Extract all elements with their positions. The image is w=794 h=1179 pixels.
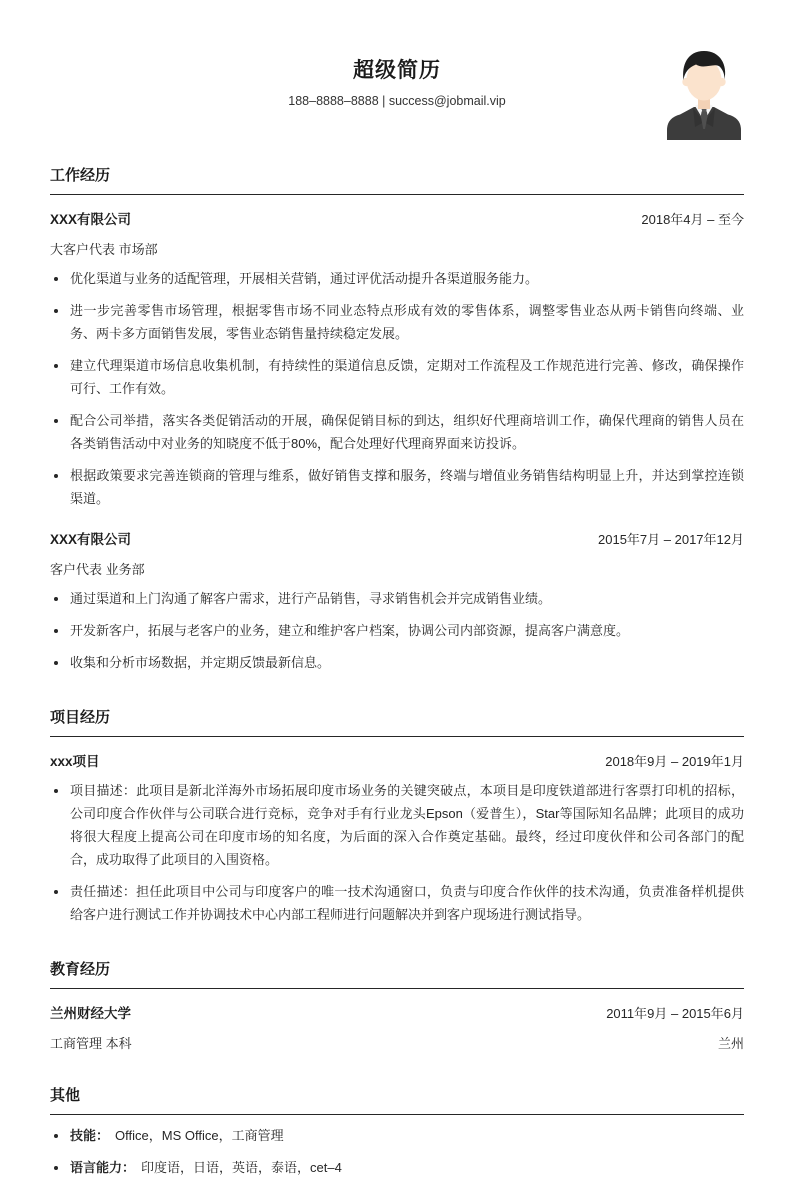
section-project [50, 706, 744, 926]
bullet-item: 配合公司举措，落实各类促销活动的开展，确保促销目标的到达，组织好代理商培训工作，确保代理商的销售人员在各类销售活动中对业务的知晓度不低于80%，配合处理好代理商界面来访投诉。 [50, 409, 744, 455]
section-other [50, 1084, 744, 1179]
male-portrait-avatar-icon [663, 46, 745, 140]
section-title-project: 项目经历 [50, 706, 744, 737]
section-title-work: 工作经历 [50, 164, 744, 195]
work-entry-1 [50, 208, 744, 510]
project-entry-1 [50, 750, 744, 926]
project-entry-1-bullets [50, 779, 744, 926]
bullet-item: 根据政策要求完善连锁商的管理与维系，做好销售支撑和服务，终端与增值业务销售结构明显上升，并达到掌控连锁渠道。 [50, 464, 744, 510]
bullet-item: 项目描述：此项目是新北洋海外市场拓展印度市场业务的关键突破点，本项目是印度铁道部进行客票打印机的招标，公司印度合作伙伴与公司联合进行竞标，竞争对手有行业龙头Epson（爱普生），Star等国际知名品牌；此项目的成功将很大程度上提高公司在印度市场的知名度，为后面的深入合作奠定基础。最终，经过印度伙伴和公司各部门的配合，成功取得了此项目的入围资格。 [50, 779, 744, 871]
resume-header [50, 54, 744, 108]
other-item-label: 语言能力： [70, 1160, 136, 1175]
bullet-item: 责任描述：担任此项目中公司与印度客户的唯一技术沟通窗口，负责与印度合作伙伴的技术沟通，负责准备样机提供给客户进行测试工作并协调技术中心内部工程师进行问题解决并到客户现场进行测试指导。 [50, 880, 744, 926]
other-item-label: 技能： [70, 1128, 110, 1143]
date-range: 2015年7月 – 2017年12月 [598, 532, 744, 547]
education-entry-1 [50, 1002, 744, 1052]
work-entry-2-header [50, 528, 744, 548]
project-name: xxx项目 [50, 754, 100, 769]
bullet-item: 开发新客户，拓展与老客户的业务，建立和维护客户档案，协调公司内部资源，提高客户满意度。 [50, 619, 744, 642]
bullet-item: 建立代理渠道市场信息收集机制，有持续性的渠道信息反馈，定期对工作流程及工作规范进行完善、修改，确保操作可行、工作有效。 [50, 354, 744, 400]
contact-info: 188–8888–8888 | success@jobmail.vip [288, 94, 506, 108]
work-entry-2 [50, 528, 744, 674]
company-name: XXX有限公司 [50, 212, 132, 227]
section-title-education: 教育经历 [50, 958, 744, 989]
position-text: 客户代表 业务部 [50, 562, 145, 577]
date-range: 2018年4月 – 至今 [641, 212, 744, 227]
resume-title: 超级简历 [353, 59, 441, 82]
school-name: 兰州财经大学 [50, 1006, 131, 1021]
position-title [50, 239, 744, 258]
section-work [50, 164, 744, 674]
company-name: XXX有限公司 [50, 532, 132, 547]
work-entry-1-header [50, 208, 744, 228]
other-item-skills [50, 1124, 744, 1147]
other-item-value: Office，MS Office，工商管理 [115, 1128, 284, 1143]
work-entry-1-bullets [50, 267, 744, 510]
bullet-item: 收集和分析市场数据，并定期反馈最新信息。 [50, 651, 744, 674]
project-entry-1-header [50, 750, 744, 770]
avatar [663, 46, 745, 140]
major-degree: 工商管理 本科 [50, 1036, 132, 1051]
education-entry-1-detail [50, 1033, 744, 1052]
bullet-item: 优化渠道与业务的适配管理，开展相关营销，通过评优活动提升各渠道服务能力。 [50, 267, 744, 290]
school-location: 兰州 [717, 1036, 744, 1051]
other-item-languages [50, 1156, 744, 1179]
other-item-value: 印度语，日语，英语，泰语，cet–4 [141, 1160, 342, 1175]
bullet-item: 进一步完善零售市场管理，根据零售市场不同业态特点形成有效的零售体系，调整零售业态从两卡销售向终端、业务、两卡多方面销售发展，零售业态销售量持续稳定发展。 [50, 299, 744, 345]
bullet-item: 通过渠道和上门沟通了解客户需求，进行产品销售，寻求销售机会并完成销售业绩。 [50, 587, 744, 610]
work-entry-2-bullets [50, 587, 744, 674]
section-education [50, 958, 744, 1052]
position-title [50, 559, 744, 578]
date-range: 2018年9月 – 2019年1月 [605, 754, 744, 769]
section-title-other: 其他 [50, 1084, 744, 1115]
education-entry-1-header [50, 1002, 744, 1022]
position-text: 大客户代表 市场部 [50, 242, 158, 257]
other-list [50, 1124, 744, 1179]
date-range: 2011年9月 – 2015年6月 [606, 1006, 744, 1021]
